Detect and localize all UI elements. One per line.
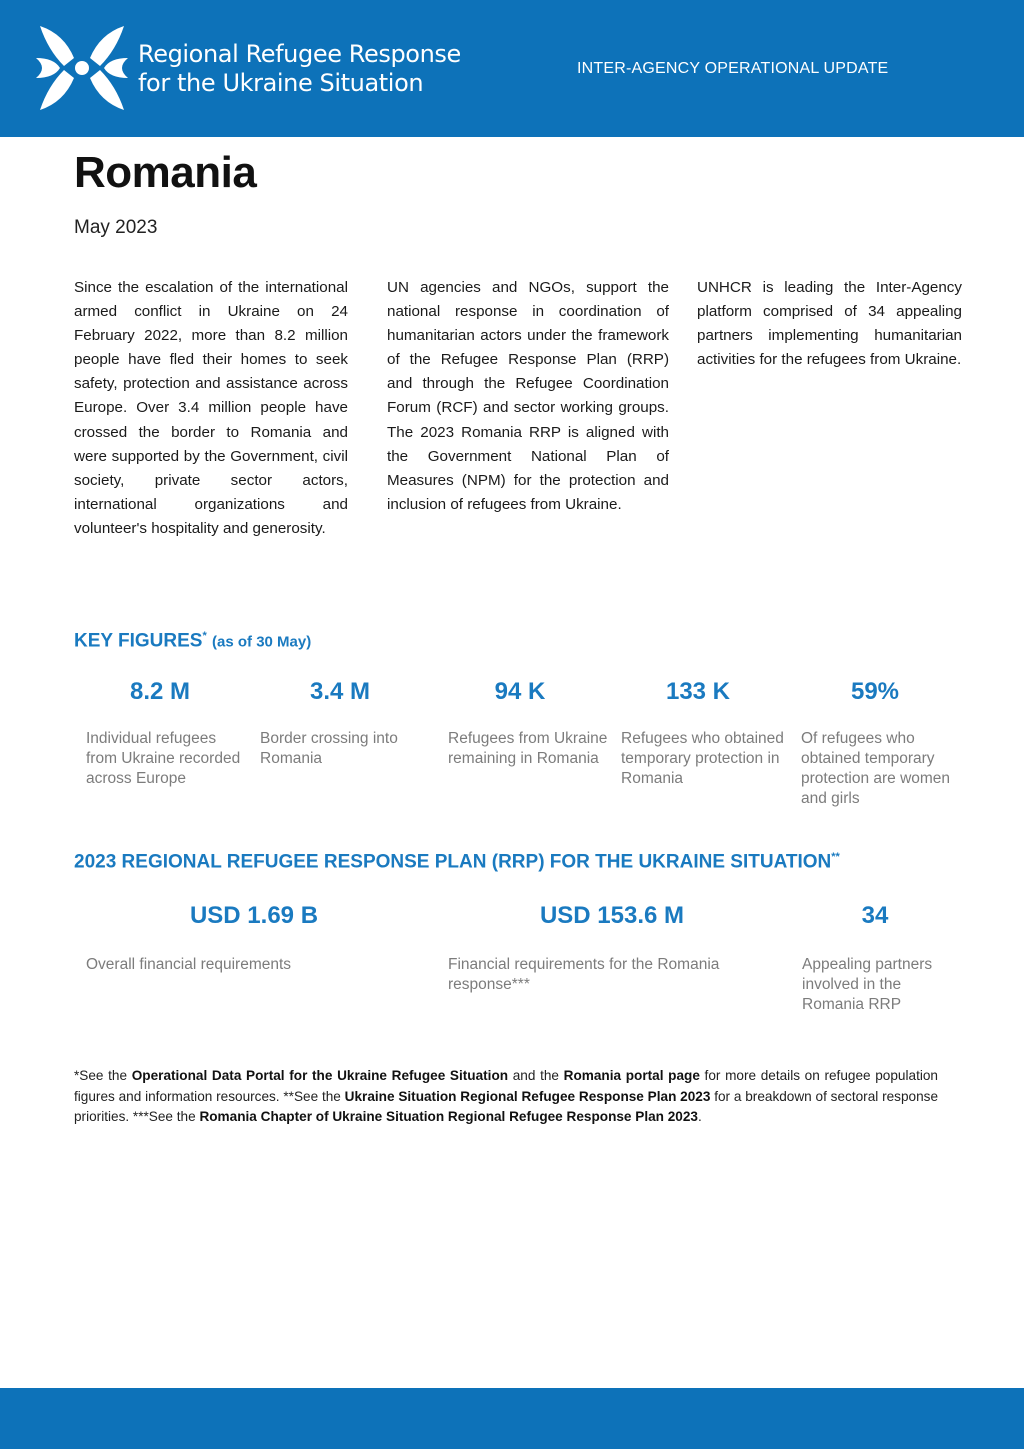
key-figure-label: Border crossing into Romania xyxy=(260,730,398,767)
rrp-heading: 2023 REGIONAL REFUGEE RESPONSE PLAN (RRP) FOR THE UKRAINE SITUATION xyxy=(74,851,832,873)
intro-column-2: UN agencies and NGOs, support the national response in coordination of humanitarian actors under the framework of the Refugee Response Plan (RRP) and through the Refugee Coordination Forum (RCF) and sector working groups. The 2023 Romania RRP is aligned with the Government National Plan of Measures (NPM) for the protection and inclusion of refugees from Ukraine. xyxy=(387,279,669,513)
key-figures-heading: KEY FIGURES xyxy=(74,630,203,652)
footnote-text: and the xyxy=(508,1068,564,1083)
rrp-figure-label: Financial requirements for the Romania response*** xyxy=(448,956,720,993)
key-figure-label: Of refugees who obtained temporary protection are women and girls xyxy=(801,730,951,807)
report-date: May 2023 xyxy=(74,217,158,238)
key-figure-value: 59% xyxy=(850,678,900,705)
rrp-figure-value: USD 1.69 B xyxy=(189,902,319,929)
intro-column-1: Since the escalation of the international armed conflict in Ukraine on 24 February 2022, more than 8.2 million people have fled their homes to seek safety, protection and assistance across Europe. Over 3.4 million people have crossed the border to Romania and were supported by the Government, civil society, private sector actors, international organizations and volunteer's hospitality and generosity. xyxy=(74,279,348,537)
rrp-figure-label: Overall financial requirements xyxy=(86,956,292,973)
response-logo-icon xyxy=(34,20,130,116)
key-figure-label: Refugees who obtained temporary protection in Romania xyxy=(621,730,784,787)
rrp-figure-value: 34 xyxy=(861,902,889,929)
rrp-mark: ** xyxy=(831,851,840,863)
key-figure-value: 8.2 M xyxy=(129,678,191,705)
rrp-figure-label: Appealing partners involved in the Romania RRP xyxy=(802,956,933,1013)
key-figure-label: Individual refugees from Ukraine recorded across Europe xyxy=(86,730,241,787)
romania-portal-link[interactable]: Romania portal page xyxy=(563,1068,700,1083)
romania-chapter-link[interactable]: Romania Chapter of Ukraine Situation Regional Refugee Response Plan 2023 xyxy=(199,1109,698,1125)
footer-bar xyxy=(0,1388,1024,1449)
header-tag: INTER-AGENCY OPERATIONAL UPDATE xyxy=(577,60,889,77)
key-figure-label: Refugees from Ukraine remaining in Romania xyxy=(448,730,608,767)
rrp-title xyxy=(74,851,840,873)
footnote xyxy=(74,1066,938,1128)
rrp-2023-link[interactable]: Ukraine Situation Regional Refugee Response Plan 2023 xyxy=(344,1088,711,1104)
intro-column-3: UNHCR is leading the Inter-Agency platform comprised of 34 appealing partners implementing humanitarian activities for the refugees from Ukraine. xyxy=(697,279,962,369)
key-figures-mark: * xyxy=(202,630,207,642)
logo-line-2: for the Ukraine Situation xyxy=(138,69,424,97)
odp-link[interactable]: Operational Data Portal for the Ukraine Refugee Situation xyxy=(131,1068,509,1083)
key-figure-value: 94 K xyxy=(494,678,546,705)
page-title: Romania xyxy=(74,148,257,197)
logo-line-1: Regional Refugee Response xyxy=(138,40,461,68)
header-banner xyxy=(0,0,1024,137)
footnote-text: . xyxy=(698,1109,702,1125)
key-figure-value: 133 K xyxy=(665,678,731,705)
rrp-figure-value: USD 153.6 M xyxy=(539,902,685,929)
key-figures-title xyxy=(74,630,311,652)
footnote-text: for more details on refugee population figures and information resources. **See the xyxy=(74,1068,938,1104)
key-figure-value: 3.4 M xyxy=(309,678,371,705)
logo-text xyxy=(138,40,461,98)
key-figures-date: (as of 30 May) xyxy=(212,633,312,651)
footnote-text: for a breakdown of sectoral response priorities. ***See the xyxy=(74,1088,939,1125)
footnote-text: *See the xyxy=(74,1068,132,1083)
